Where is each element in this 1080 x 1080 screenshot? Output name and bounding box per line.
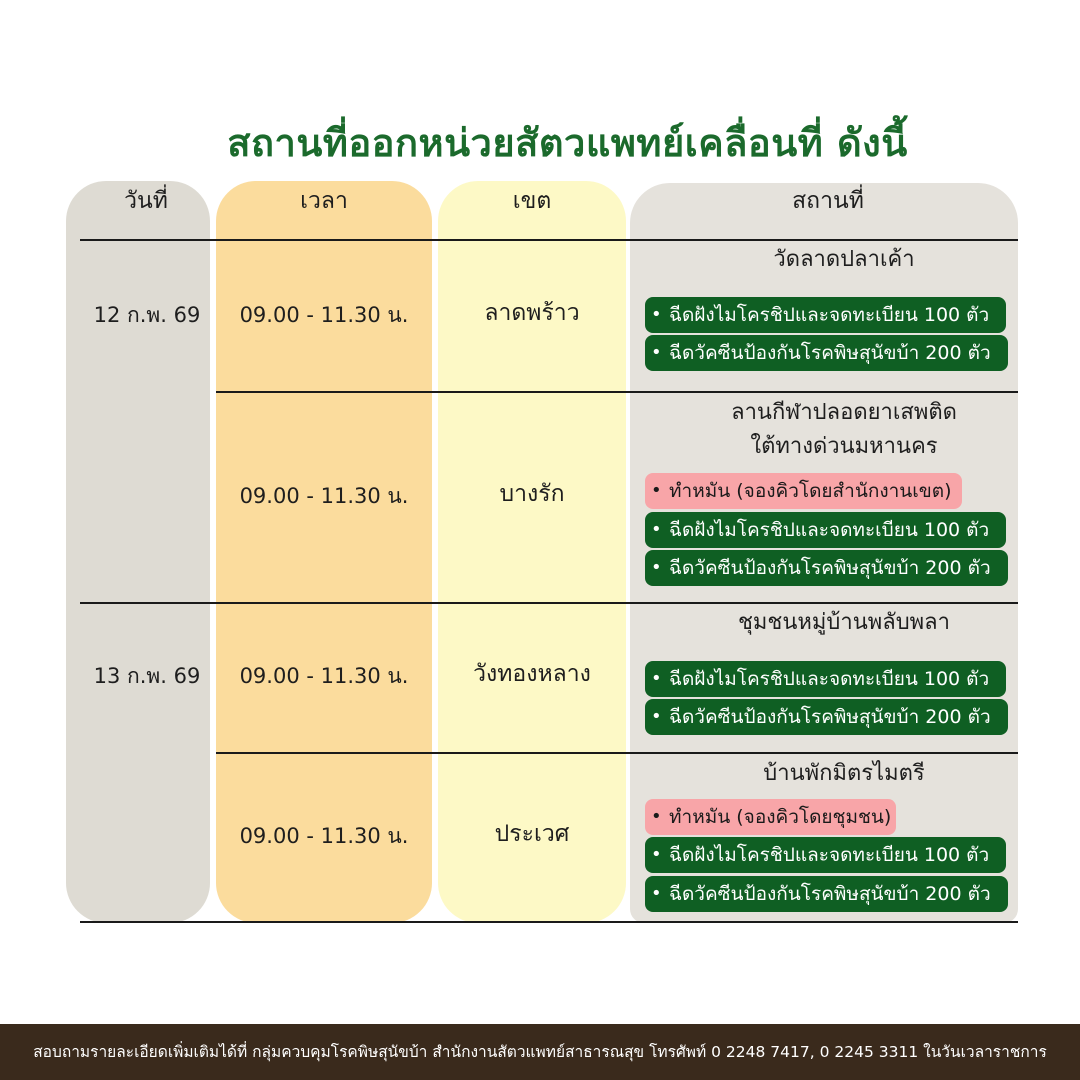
place-name: วัดลาดปลาเค้า (773, 247, 915, 272)
service-tag-microchip: • ฉีดฝังไมโครชิปและจดทะเบียน 100 ตัว (645, 297, 1006, 333)
service-tag-microchip: • ฉีดฝังไมโครชิปและจดทะเบียน 100 ตัว (645, 661, 1006, 697)
service-tag-microchip: • ฉีดฝังไมโครชิปและจดทะเบียน 100 ตัว (645, 512, 1006, 548)
footer-contact: สอบถามรายละเอียดเพิ่มเติมได้ที่ กลุ่มควบคุมโรคพิษสุนัขบ้า สำนักงานสัตวแพทย์สาธารณสุข โทรศัพท์ 0 2248 7417, 0 2245 3311 ในวันเวลาราชการ (0, 1024, 1080, 1080)
service-tag-sterilization: • ทำหมัน (จองคิวโดยสำนักงานเขต) (645, 473, 962, 509)
place-name: ชุมชนหมู่บ้านพลับพลา (737, 610, 951, 635)
time-cell: 09.00 - 11.30 น. (239, 824, 409, 848)
place-name-line2: ใต้ทางด่วนมหานคร (750, 434, 938, 459)
place-name: บ้านพักมิตรไมตรี (763, 761, 925, 786)
service-tag-vaccine: • ฉีดวัคซีนป้องกันโรคพิษสุนัขบ้า 200 ตัว (645, 876, 1008, 912)
time-cell: 09.00 - 11.30 น. (239, 303, 409, 327)
date-cell: 13 ก.พ. 69 (93, 664, 201, 688)
service-tag-vaccine: • ฉีดวัคซีนป้องกันโรคพิษสุนัขบ้า 200 ตัว (645, 699, 1008, 735)
time-cell: 09.00 - 11.30 น. (239, 664, 409, 688)
time-cell: 09.00 - 11.30 น. (239, 484, 409, 508)
service-tag-vaccine: • ฉีดวัคซีนป้องกันโรคพิษสุนัขบ้า 200 ตัว (645, 550, 1008, 586)
district-cell: ลาดพร้าว (484, 300, 580, 326)
row-divider (80, 239, 1018, 241)
header-time: เวลา (300, 188, 348, 214)
date-column-bg (66, 181, 210, 923)
district-cell: บางรัก (499, 481, 565, 507)
time-column-bg (216, 181, 432, 923)
district-column-bg (438, 181, 626, 923)
page-title: สถานที่ออกหน่วยสัตวแพทย์เคลื่อนที่ ดังนี้ (227, 121, 908, 165)
service-tag-sterilization: • ทำหมัน (จองคิวโดยชุมชน) (645, 799, 896, 835)
date-cell: 12 ก.พ. 69 (93, 303, 201, 327)
header-date: วันที่ (124, 188, 168, 214)
district-cell: วังทองหลาง (473, 661, 591, 687)
row-divider (216, 752, 1018, 754)
row-divider (80, 602, 1018, 604)
row-divider (80, 921, 1018, 923)
service-tag-microchip: • ฉีดฝังไมโครชิปและจดทะเบียน 100 ตัว (645, 837, 1006, 873)
header-district: เขต (512, 188, 552, 214)
service-tag-vaccine: • ฉีดวัคซีนป้องกันโรคพิษสุนัขบ้า 200 ตัว (645, 335, 1008, 371)
district-cell: ประเวศ (494, 821, 570, 847)
row-divider (216, 391, 1018, 393)
header-place: สถานที่ (792, 188, 864, 214)
place-name: ลานกีฬาปลอดยาเสพติด (731, 400, 957, 425)
